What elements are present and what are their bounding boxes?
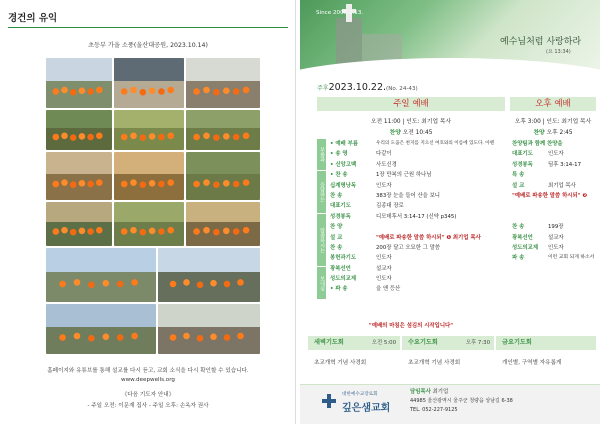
- row-label: 성경봉독: [512, 161, 533, 168]
- prayer-body: 초교개혁 기념 사경회: [314, 360, 367, 366]
- row-value: 디모데후서 3:14-17 (신약 p345): [376, 213, 457, 220]
- pm-service-time: 오후 3:00 | 인도: 최기업 목사: [514, 119, 592, 125]
- photo: [114, 202, 184, 246]
- motto: 예수님처럼 사랑하라: [500, 37, 582, 47]
- photo: [186, 58, 260, 108]
- section-title: 경건의 유익: [8, 13, 58, 24]
- row-value: 사도신경: [376, 161, 397, 168]
- row-value: 김종대 장로: [376, 203, 404, 210]
- prayer-time: 오후 7:30: [465, 340, 490, 346]
- worship-row: [328, 139, 508, 149]
- worship-row: [328, 160, 508, 170]
- row-value: 383장 눈을 들어 산을 보니: [376, 192, 441, 199]
- pm-row: [512, 181, 598, 191]
- prayer-body: 초교개혁 기념 사경회: [408, 360, 461, 366]
- photo: [46, 152, 112, 200]
- right-page: [300, 0, 600, 424]
- left-page: [0, 0, 296, 424]
- telephone[interactable]: TEL. 052-227-9125: [410, 407, 458, 413]
- pm-row: [512, 233, 598, 243]
- date-prefix: 주후: [317, 85, 329, 92]
- denomination: 대한예수교장로회: [342, 392, 378, 397]
- row-label: 대표기도: [330, 203, 351, 210]
- pm-row: [512, 160, 598, 170]
- row-label: 찬 송: [330, 244, 343, 251]
- row-label: • 예배 부름: [330, 141, 359, 147]
- row-value: 설교자: [548, 234, 564, 241]
- pastor-name: 최기업: [432, 389, 449, 395]
- sermon-title: "예배로 파송한 말씀 하시되" ❶ 최기업 목사: [376, 234, 481, 241]
- worship-row: [328, 243, 508, 253]
- pm-row: [512, 212, 598, 222]
- photo: [186, 202, 260, 246]
- pastor-label: 담임목사: [410, 389, 431, 395]
- row-label: • 파 송: [330, 286, 348, 293]
- worship-row: [328, 181, 508, 191]
- section-label: 응답하는: [317, 171, 326, 213]
- row-label: • 찬 송: [330, 172, 348, 179]
- photo: [114, 152, 184, 200]
- row-label: 성도의교제: [512, 244, 539, 251]
- main-service-heading: 주일 예배: [317, 97, 505, 111]
- row-value: 인도자: [376, 255, 392, 262]
- row-label: 찬양팀과 함께 찬양을: [512, 141, 563, 147]
- pm-row: [512, 201, 598, 211]
- row-value: 인도자: [376, 276, 392, 283]
- row-value: 딤후 3:14-17: [548, 161, 582, 168]
- row-value: 우리의 도움은 천지를 지으신 여호와의 이름에 있도다. 아멘: [376, 141, 495, 146]
- pm-row: [512, 222, 598, 232]
- section-label: 보내심: [317, 267, 326, 299]
- prayer-meetings: [300, 336, 600, 350]
- replay-notice: 홈페이지와 유튜브를 통해 설교를 다시 듣고, 교회 소식을 다시 확인할 수 있습니다.: [47, 368, 249, 374]
- prayer-heading: [308, 336, 400, 350]
- address: 44985 울산광역시 울주군 청량읍 상남길 6-38: [410, 398, 513, 404]
- photo: [46, 248, 156, 302]
- praise-time: 오후 2:45: [546, 130, 573, 136]
- main-service-time: 오전 11:00 | 인도: 최기업 목사: [370, 119, 452, 125]
- bulletin-date: [317, 82, 418, 93]
- worship-row: [328, 170, 508, 180]
- row-label: 파 송: [512, 255, 525, 262]
- main-praise-time: [317, 127, 505, 136]
- photo-collage: [46, 58, 260, 354]
- row-value: 설교자: [376, 265, 392, 272]
- photo: [114, 110, 184, 150]
- worship-row: [328, 201, 508, 211]
- worship-row: [328, 264, 508, 274]
- date-value: 2023.10.22.: [328, 82, 387, 93]
- row-label: 광복선언: [512, 234, 533, 241]
- row-value: 199장: [548, 224, 564, 231]
- section-label: 말씀하시는: [317, 214, 326, 266]
- church-footer: [300, 384, 600, 424]
- row-value: 최기업 목사: [548, 182, 576, 189]
- praise-time: 오전 10:45: [402, 130, 433, 136]
- worship-row: [328, 212, 508, 222]
- photo: [158, 248, 260, 302]
- prayer-time: 오전 5:00: [371, 340, 396, 346]
- row-label: 찬 송: [330, 192, 343, 199]
- row-value: 을 앤 등산: [376, 286, 401, 293]
- pm-sermon-title: "예배로 파송한 말씀 하시되" ❷: [512, 192, 587, 199]
- row-label: 찬 송: [512, 224, 525, 231]
- section-label: 부름과: [317, 139, 326, 170]
- order-of-worship: [328, 139, 508, 295]
- worship-row: [328, 233, 508, 243]
- prayer-title: 새벽기도회: [314, 339, 344, 346]
- prayer-heading: [402, 336, 494, 350]
- pm-order-of-worship: [512, 139, 598, 264]
- worship-closing-phrase: "예배의 마침은 섬김의 시작입니다": [368, 323, 454, 329]
- photo: [46, 110, 112, 150]
- worship-row: [328, 191, 508, 201]
- prayer-body: 개인별, 구역별 자유롭게: [502, 360, 562, 366]
- worship-row: [328, 274, 508, 284]
- row-label: 찬 양: [330, 224, 343, 231]
- worship-row: [328, 222, 508, 232]
- row-label: 설 교: [512, 182, 525, 189]
- photo: [46, 202, 112, 246]
- row-value: 1장 만복의 근원 하나님: [376, 172, 432, 179]
- website-url[interactable]: www.deepwells.org: [121, 377, 175, 383]
- worship-row: [328, 284, 508, 294]
- row-value: 인도자: [548, 244, 564, 251]
- photo: [186, 110, 260, 150]
- worship-row: [328, 253, 508, 263]
- senior-pastor: [410, 387, 448, 395]
- row-value: 200장 달고 오묘한 그 말씀: [376, 244, 441, 251]
- row-value: 이런 교회 되게 하소서: [548, 255, 595, 261]
- praise-label: 찬양: [389, 130, 401, 136]
- church-logo-icon: [322, 394, 336, 408]
- row-label: • 송 영: [330, 151, 348, 158]
- pm-praise-time: [510, 127, 596, 136]
- worship-row: [328, 149, 508, 159]
- pm-row: [512, 243, 598, 253]
- row-label: 성도의교제: [330, 276, 357, 283]
- row-value: 인도자: [376, 182, 392, 189]
- row-label: • 신앙고백: [330, 161, 357, 168]
- photo: [186, 152, 260, 200]
- row-label: 십계명낭독: [330, 182, 357, 189]
- next-prayer-title: 《다음 기도자 안내》: [121, 392, 175, 398]
- photo: [114, 58, 184, 108]
- row-label: 대표기도: [512, 151, 533, 158]
- pm-row: [512, 149, 598, 159]
- prayer-heading: [496, 336, 596, 350]
- photo: [158, 304, 260, 354]
- photo: [46, 304, 156, 354]
- row-label: 광복선언: [330, 265, 351, 272]
- row-value: 인도자: [548, 151, 564, 158]
- issue-number: (No. 24-43): [386, 86, 418, 92]
- row-label: 설 교: [330, 234, 343, 241]
- photo: [46, 58, 112, 108]
- motto-reference: (요 13:34): [546, 49, 571, 55]
- pm-service-heading: 오후 예배: [510, 97, 596, 111]
- since-date: Since 2000.1.13.: [316, 10, 364, 16]
- church-name: 깊은샘교회: [342, 403, 391, 414]
- row-label: 성경봉독: [330, 213, 351, 220]
- pm-row: [512, 139, 598, 149]
- prayer-title: 금요기도회: [502, 339, 532, 346]
- praise-label: 찬양: [533, 130, 545, 136]
- prayer-title: 수요기도회: [408, 339, 438, 346]
- row-label: 봉헌과기도: [330, 255, 357, 262]
- pm-row: [512, 170, 598, 180]
- row-value: 다같이: [376, 151, 392, 158]
- pm-row: [512, 253, 598, 263]
- next-prayer-people: - 주일 오전: 이문재 집사 - 주일 오후: 손옥자 권사: [87, 403, 209, 409]
- pm-row: [512, 191, 598, 201]
- photo-caption: 초등부 가을 소풍(울산대공원, 2023.10.14): [88, 42, 208, 49]
- title-divider: [8, 27, 288, 28]
- row-label: 특 송: [512, 172, 525, 179]
- header-banner: [300, 0, 600, 78]
